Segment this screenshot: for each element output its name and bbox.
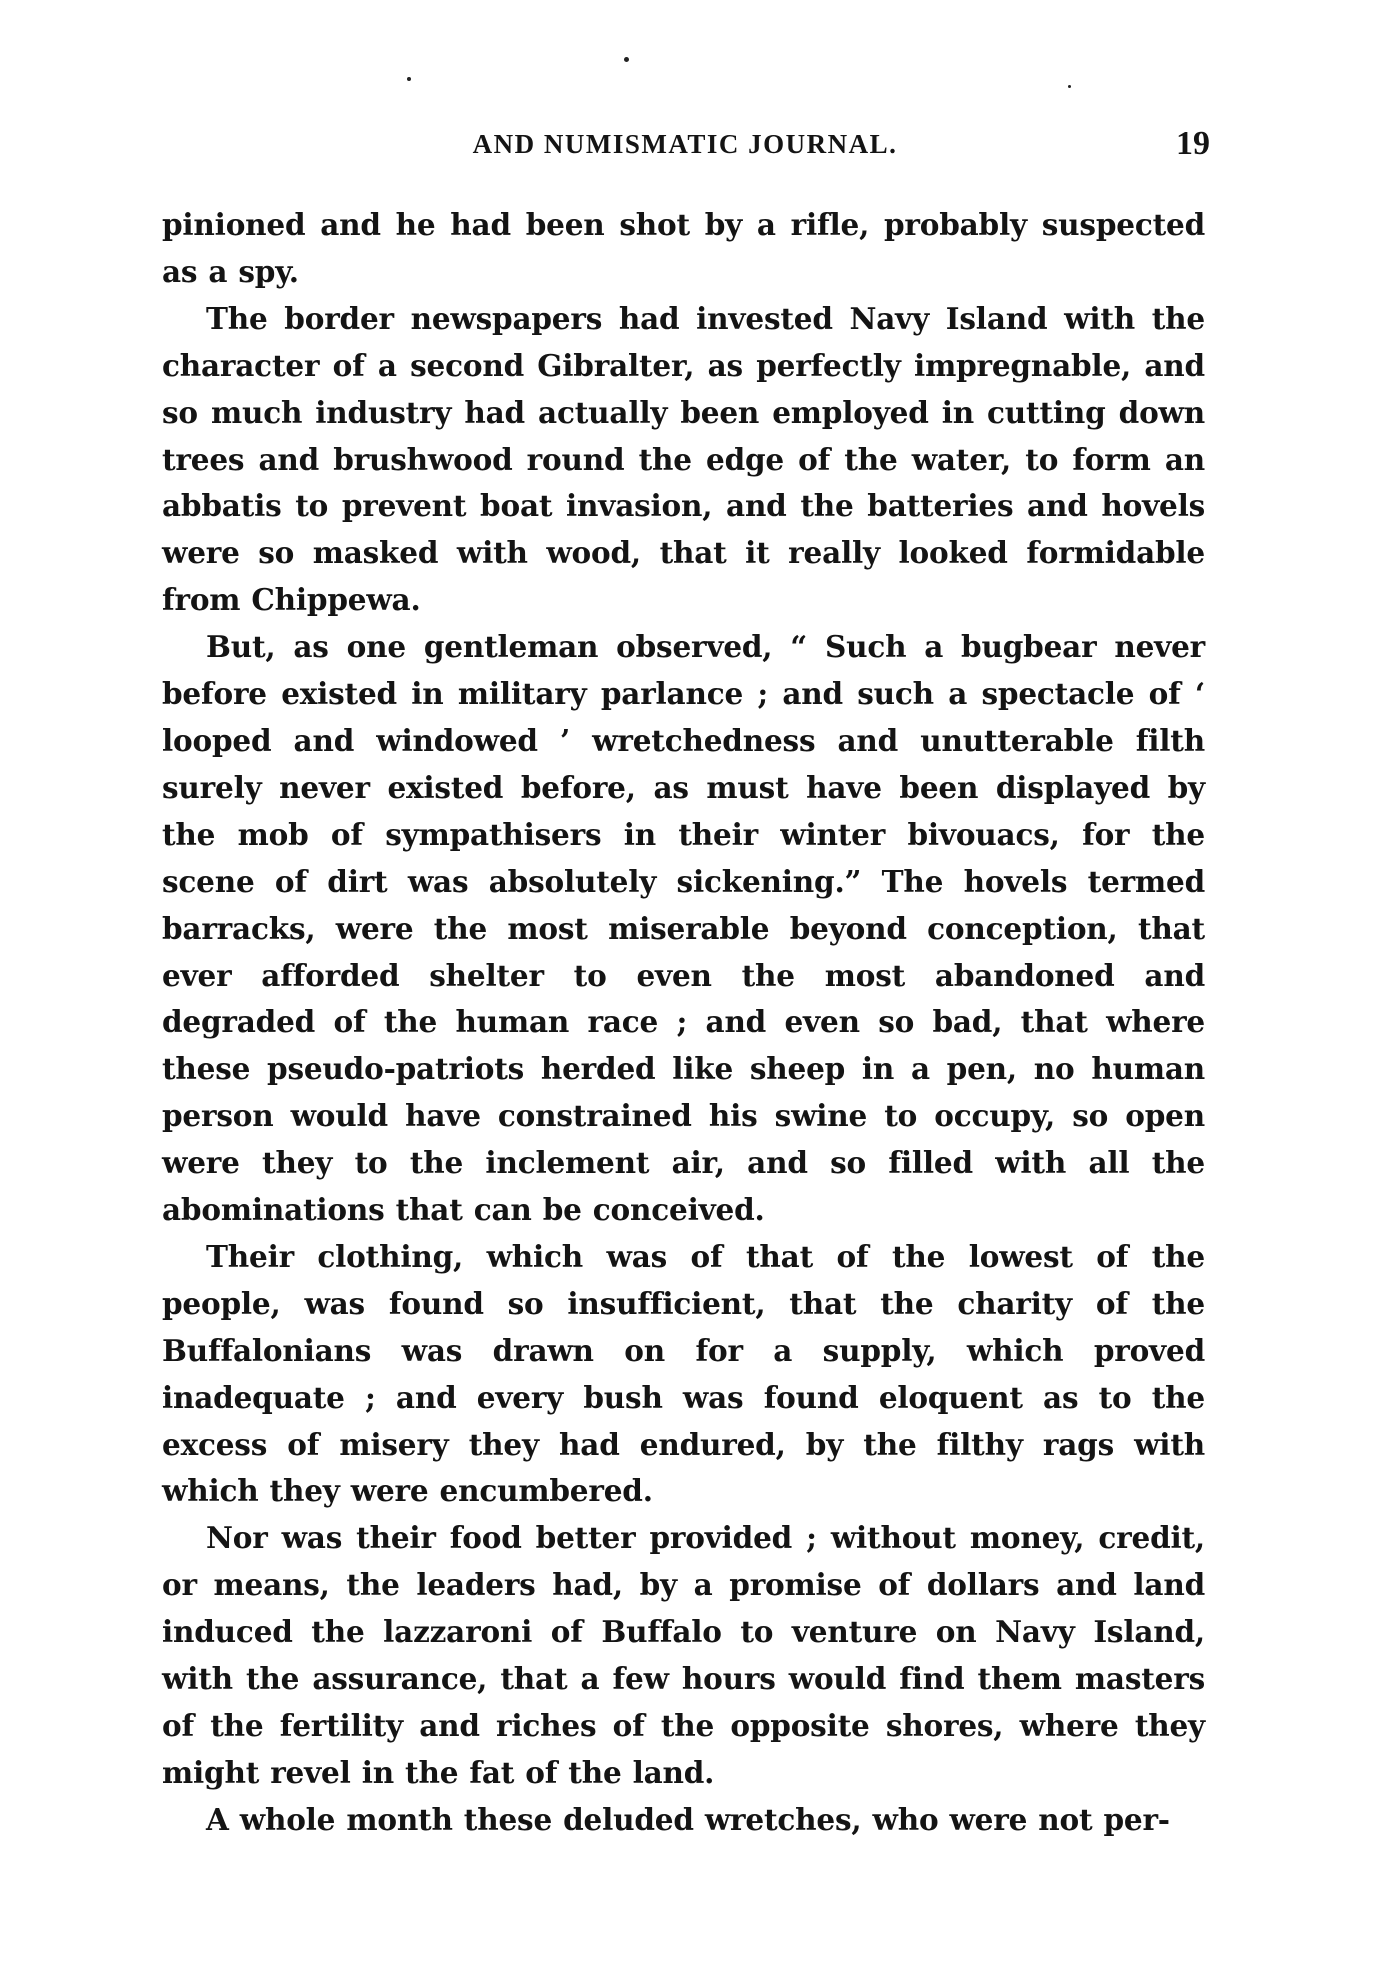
paragraph: But, as one gentleman observed, “ Such a bugbear never before existed in military parlance ; and such a spectacle of ‘ looped and windowed ’ wretchedness and unutterable filth surely never existed before, as must have been displayed by the mob of sympathisers in their winter bivouacs, for the scene of dirt was absolutely sickening.” The hovels termed barracks, were the most miserable beyond conception, that ever afforded shelter to even the most abandoned and degraded of the human race ; and even so bad, that where these pseudo-patriots herded like sheep in a pen, no human person would have constrained his swine to occupy, so open were they to the inclement air, and so filled with all the abominations that can be conceived. bbox=[162, 629, 1205, 1228]
paragraph: Nor was their food better provided ; without money, credit, or means, the leaders had, by a promise of dollars and land induced the lazzaroni of Buffalo to venture on Navy Island, with the assurance, that a few hours would find them masters of the fertility and riches of the opposite shores, where they might revel in the fat of the land. bbox=[162, 1520, 1205, 1790]
ink-speck bbox=[1068, 85, 1071, 88]
paragraph: A whole month these deluded wretches, who were not per- bbox=[206, 1801, 1170, 1837]
ink-speck bbox=[624, 57, 629, 62]
running-title: AND NUMISMATIC JOURNAL. bbox=[472, 129, 898, 159]
running-header bbox=[160, 125, 1210, 165]
paragraph: The border newspapers had invested Navy Island with the character of a second Gibralter, as perfectly impregnable, and so much industry had actually been employed in cutting down trees and brushwood round the edge of the water, to form an abbatis to prevent boat invasion, and the batteries and hovels were so masked with wood, that it really looked formidable from Chippewa. bbox=[162, 300, 1205, 618]
paragraph: Their clothing, which was of that of the lowest of the people, was found so insufficient, that the charity of the Buffalonians was drawn on for a supply, which proved inadequate ; and every bush was found eloquent as to the excess of misery they had endured, by the filthy rags with which they were encumbered. bbox=[162, 1238, 1205, 1509]
page-number: 19 bbox=[1176, 125, 1210, 162]
paragraph: pinioned and he had been shot by a rifle, probably suspected as a spy. bbox=[162, 207, 1205, 289]
ink-speck bbox=[407, 77, 411, 81]
body-text bbox=[162, 202, 1205, 1844]
